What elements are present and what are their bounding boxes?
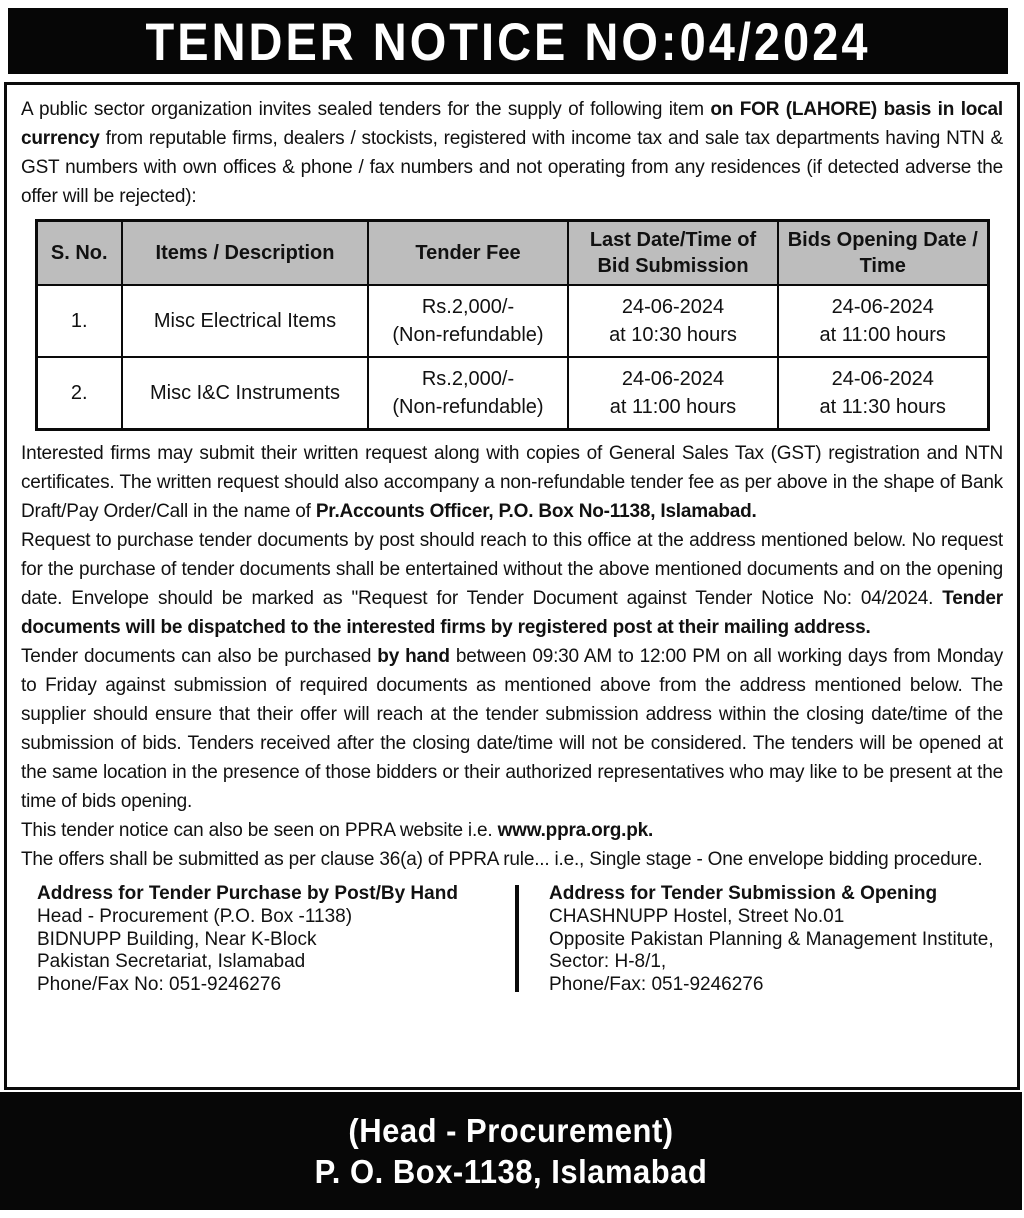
interested-bold: Pr.Accounts Officer, P.O. Box No-1138, Islamabad. bbox=[315, 501, 757, 522]
column-header-sno: S. No. bbox=[36, 221, 122, 286]
intro-text-bold: on FOR (LAHORE) basis in local currency bbox=[21, 99, 1003, 149]
paragraph-interested-firms bbox=[21, 439, 1003, 526]
address-submission-line: CHASHNUPP Hostel, Street No.01 bbox=[549, 906, 845, 927]
paragraph-offers-clause: The offers shall be submitted as per clause 36(a) of PPRA rule... i.e., Single stage - One envelope bidding procedure. bbox=[21, 849, 983, 870]
fee-amount: Rs.2,000/- bbox=[421, 296, 515, 318]
opening-time: at 11:30 hours bbox=[819, 396, 946, 418]
paragraph-ppra-website bbox=[21, 816, 1003, 845]
address-purchase-heading: Address for Tender Purchase by Post/By Hand bbox=[37, 883, 458, 904]
intro-text-post: from reputable firms, dealers / stockists, registered with income tax and sale tax departments having NTN & GST numbers with own offices & phone / fax numbers and not operating from any residences (if detected adverse the offer will be rejected): bbox=[21, 128, 1003, 207]
title-banner bbox=[8, 8, 1008, 74]
submission-date: 24-06-2024 bbox=[621, 296, 725, 318]
address-purchase-line: Head - Procurement (P.O. Box -1138) bbox=[37, 906, 353, 927]
address-submission-line: Phone/Fax: 051-9246276 bbox=[549, 973, 764, 995]
address-divider bbox=[515, 885, 519, 992]
intro-text-pre: A public sector organization invites sealed tenders for the supply of following item bbox=[21, 99, 711, 120]
cell-sno: 2. bbox=[36, 357, 122, 430]
cell-fee bbox=[368, 285, 568, 357]
cell-sno: 1. bbox=[36, 285, 122, 357]
cell-fee bbox=[368, 357, 568, 430]
opening-time: at 11:00 hours bbox=[819, 324, 946, 346]
address-submission-heading: Address for Tender Submission & Opening bbox=[549, 883, 938, 904]
cell-last-submission bbox=[568, 357, 778, 430]
opening-date: 24-06-2024 bbox=[831, 296, 934, 318]
address-purchase-line: Phone/Fax No: 051-9246276 bbox=[37, 973, 282, 995]
request-post-bold: Tender documents will be dispatched to the interested firms by registered post at their mailing address. bbox=[21, 588, 1003, 638]
address-submission-line: Opposite Pakistan Planning & Management Institute, bbox=[549, 928, 994, 950]
request-post-text: Request to purchase tender documents by post should reach to this office at the address mentioned below. No request for the purchase of tender documents shall be entertained without the above mentioned documents and on the opening date. Envelope should be marked as "Request for Tender Document against Tender Notice No: 04/2024. bbox=[21, 530, 1003, 609]
cell-item: Misc I&C Instruments bbox=[122, 357, 368, 430]
cell-item: Misc Electrical Items bbox=[122, 285, 368, 357]
addresses-section bbox=[21, 881, 1003, 996]
submission-time: at 11:00 hours bbox=[609, 396, 737, 418]
address-submission-line: Sector: H-8/1, bbox=[549, 951, 667, 972]
fee-note: (Non-refundable) bbox=[392, 324, 544, 346]
cell-opening bbox=[778, 357, 988, 430]
cell-last-submission bbox=[568, 285, 778, 357]
paragraph-by-hand bbox=[21, 642, 1003, 816]
opening-date: 24-06-2024 bbox=[831, 368, 934, 390]
ppra-text: This tender notice can also be seen on PPRA website i.e. bbox=[21, 820, 498, 841]
address-purchase-line: Pakistan Secretariat, Islamabad bbox=[37, 951, 306, 972]
notice-body bbox=[4, 82, 1020, 1090]
column-header-items: Items / Description bbox=[122, 221, 368, 286]
fee-note: (Non-refundable) bbox=[392, 396, 544, 418]
column-header-fee: Tender Fee bbox=[368, 221, 568, 286]
tender-items-table bbox=[35, 219, 990, 431]
by-hand-pre: Tender documents can also be purchased bbox=[21, 646, 378, 667]
by-hand-bold: by hand bbox=[377, 646, 450, 667]
address-purchase-line: BIDNUPP Building, Near K-Block bbox=[37, 928, 317, 950]
cell-opening bbox=[778, 285, 988, 357]
column-header-last-date: Last Date/Time of Bid Submission bbox=[568, 221, 778, 286]
ppra-url: www.ppra.org.pk. bbox=[497, 820, 654, 841]
address-purchase-block bbox=[37, 881, 505, 996]
submission-time: at 10:30 hours bbox=[609, 324, 737, 346]
fee-amount: Rs.2,000/- bbox=[421, 368, 515, 390]
submission-date: 24-06-2024 bbox=[621, 368, 725, 390]
address-submission-block bbox=[529, 881, 1003, 996]
column-header-opening: Bids Opening Date / Time bbox=[778, 221, 988, 286]
footer-band bbox=[0, 1092, 1022, 1210]
table-row bbox=[36, 357, 988, 430]
paragraph-request-by-post bbox=[21, 526, 1003, 642]
page-title: TENDER NOTICE NO:04/2024 bbox=[145, 11, 871, 71]
table-header-row bbox=[36, 221, 988, 286]
intro-paragraph bbox=[21, 95, 1003, 211]
table-row bbox=[36, 285, 988, 357]
by-hand-post: between 09:30 AM to 12:00 PM on all working days from Monday to Friday against submission of required documents as mentioned above from the address mentioned below. The supplier should ensure that their offer will reach at the tender submission address within the closing date/time of the submission of bids. Tenders received after the closing date/time will not be considered. The tenders will be opened at the same location in the presence of those bidders or their authorized representatives who may like to be present at the time of bids opening. bbox=[21, 646, 1004, 812]
footer-address: P. O. Box-1138, Islamabad bbox=[314, 1152, 708, 1191]
footer-signatory: (Head - Procurement) bbox=[348, 1111, 674, 1150]
interested-text: Interested firms may submit their written request along with copies of General Sales Tax (GST) registration and NTN certificates. The written request should also accompany a non-refundable tender fee as per above in the shape of Bank Draft/Pay Order/Call in the name of bbox=[21, 443, 1003, 522]
